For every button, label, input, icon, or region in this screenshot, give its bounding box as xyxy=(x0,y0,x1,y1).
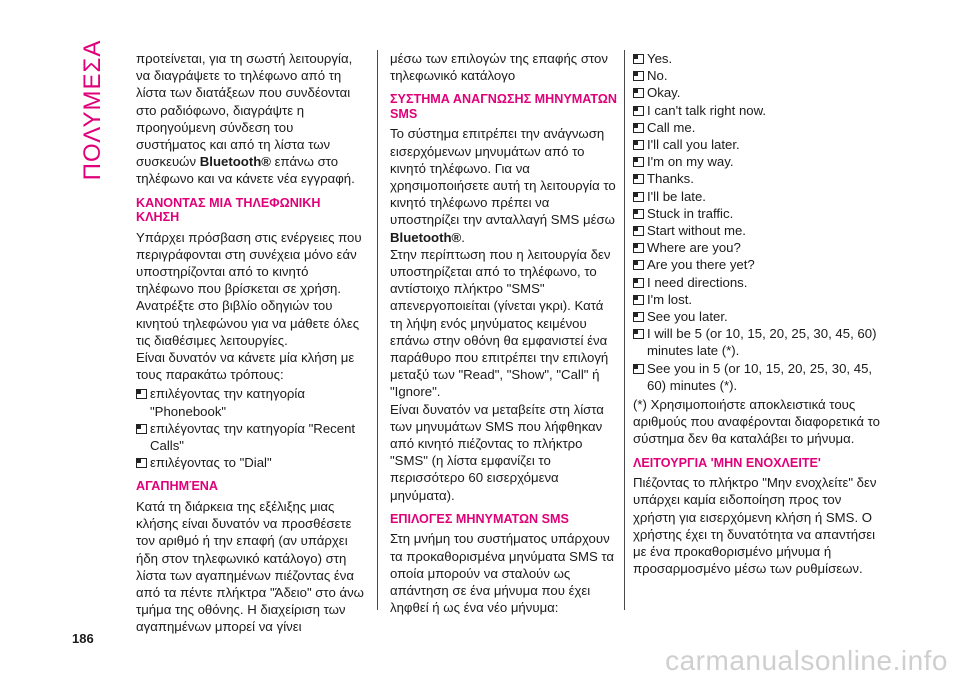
list-item xyxy=(633,308,883,325)
list-item xyxy=(633,360,883,394)
bullet-icon xyxy=(136,424,147,434)
bullet-icon xyxy=(633,71,644,81)
paragraph: Είναι δυνατόν να κάνετε μία κλήση με τους παρακάτω τρόπους: xyxy=(136,350,355,383)
bold-term: Bluetooth® xyxy=(390,229,462,245)
paragraph xyxy=(136,50,364,188)
list-item-text: I'm lost. xyxy=(647,291,693,307)
bullet-icon xyxy=(633,209,644,219)
list-item-text: I'll call you later. xyxy=(647,137,740,153)
list-item-text: See you later. xyxy=(647,309,728,325)
column-3 xyxy=(633,50,883,577)
paragraph-text: προτείνεται, για τη σωστή λειτουργία, να διαγράψετε το τηλέφωνο από τη λίστα των διατάξεων που συνδέονται στο ραδιόφωνο, διαγράψτε η προηγούμενη σύνδεση του συστήματος και από τη λίστα των συσκευών xyxy=(136,51,353,170)
list-item-text: Thanks. xyxy=(647,171,694,187)
paragraph: μέσω των επιλογών της επαφής στον τηλεφωνικό κατάλογο xyxy=(390,51,608,84)
paragraph: Είναι δυνατόν να μεταβείτε στη λίστα των μηνυμάτων SMS που λήφθηκαν από κινητό πιέζοντας το πλήκτρο "SMS" (η λίστα εμφανίζει το περισσότερο 60 εισερχόμενα μηνύματα). xyxy=(390,401,604,503)
section-heading-favourites: ΑΓΑΠΗΜΈΝΑ xyxy=(136,479,219,494)
list-item-text: I'm on my way. xyxy=(647,154,734,170)
bullet-icon xyxy=(633,123,644,133)
list-item-text: No. xyxy=(647,68,668,84)
list-item-text: Call me. xyxy=(647,119,696,135)
list-item xyxy=(633,102,883,119)
bullet-list xyxy=(633,50,883,394)
list-item-text: I can't talk right now. xyxy=(647,102,767,118)
bullet-icon xyxy=(633,140,644,150)
bold-term: Bluetooth® xyxy=(199,154,271,170)
paragraph-text: επάνω στο τηλέφωνο και να κάνετε νέα εγγραφή. xyxy=(136,154,355,187)
list-item xyxy=(633,239,883,256)
bullet-icon xyxy=(633,106,644,116)
list-item-text: Start without me. xyxy=(647,223,746,239)
list-item xyxy=(633,291,883,308)
bullet-icon xyxy=(136,389,147,399)
bullet-icon xyxy=(633,243,644,253)
list-item xyxy=(633,136,883,153)
bullet-icon xyxy=(633,157,644,167)
section-heading-call: ΚΑΝΟΝΤΑΣ ΜΙΑ ΤΗΛΕΦΩΝΙΚΗ ΚΛΗΣΗ xyxy=(136,195,321,225)
bullet-icon xyxy=(633,54,644,64)
paragraph-text: Το σύστημα επιτρέπει την ανάγνωση εισερχόμενων μηνυμάτων από το κινητό τηλέφωνο. Για να χρησιμοποιήσετε αυτή τη λειτουργία το κινητό τηλέφωνο πρέπει να υποστηρίζει την ανταλλαγή SMS μέσω xyxy=(390,126,616,228)
list-item-text: I need directions. xyxy=(647,274,748,290)
list-item xyxy=(633,205,883,222)
bullet-icon xyxy=(633,260,644,270)
list-item-text: επιλέγοντας την κατηγορία "Recent Calls" xyxy=(150,420,356,454)
list-item-text: Are you there yet? xyxy=(647,257,755,273)
paragraph: Υπάρχει πρόσβαση στις ενέργειες που περιγράφονται στη συνέχεια μόνο εάν υποστηρίζονται από το κινητό τηλέφωνο που βρίσκεται σε χρήση. Ανατρέξτε στο βιβλίο οδηγιών του κινητού τηλεφώνου για να μάθετε όλες τις διαθέσιμες λειτουργίες. xyxy=(136,229,362,348)
list-item-text: επιλέγοντας το "Dial" xyxy=(150,455,272,471)
list-item xyxy=(136,385,364,419)
list-item xyxy=(633,170,883,187)
paragraph: Στην περίπτωση που η λειτουργία δεν υποστηρίζεται από το τηλέφωνο, το αντίστοιχο πλήκτρο "SMS" απενεργοποιείται (γίνεται γκρι). Κατά τη λήψη ενός μηνύματος κειμένου επάνω στην οθόνη θα εμφανιστεί ένα παράθυρο που επιτρέπει την επιλογή μεταξύ των "Read", "Show", "Call" ή "Ignore". xyxy=(390,246,611,400)
bullet-icon xyxy=(633,192,644,202)
bullet-icon xyxy=(633,174,644,184)
list-item-text: Yes. xyxy=(647,51,673,66)
list-item-text: I will be 5 (or 10, 15, 20, 25, 30, 45, 60) minutes late (*). xyxy=(647,326,877,359)
section-heading-sms-options: ΕΠΙΛΟΓΕΣ ΜΗΝΥΜΑΤΩΝ SMS xyxy=(390,511,569,526)
column-divider xyxy=(377,50,378,610)
section-heading-sms: ΣΥΣΤΗΜΑ ΑΝΑΓΝΩΣΗΣ ΜΗΝΥΜΑΤΩΝ SMS xyxy=(390,92,617,121)
list-item xyxy=(633,188,883,205)
section-side-label xyxy=(78,40,108,180)
section-heading-dnd: ΛΕΙΤΟΥΡΓΙΑ 'ΜΗΝ ΕΝΟΧΛΕΙΤΕ' xyxy=(633,455,821,470)
bullet-icon xyxy=(633,88,644,98)
section-side-label-text: ΠΟΛΥΜΕΣΑ xyxy=(79,39,106,181)
list-item xyxy=(633,274,883,291)
paragraph: Πιέζοντας το πλήκτρο "Μην ενοχλείτε" δεν υπάρχει καμία ειδοποίηση προς τον χρήστη για εισερχόμενη κλήση ή SMS. Ο χρήστης έχει τη δυνατότητα να απαντήσει με ένα προκαθορισμένο μήνυμα ή προσαρμοσμένο μέσω των ρυθμίσεων. xyxy=(633,475,877,577)
list-item-text: See you in 5 (or 10, 15, 20, 25, 30, 45, 60) minutes (*). xyxy=(647,360,873,393)
list-item xyxy=(633,119,883,136)
column-divider xyxy=(624,50,625,610)
bullet-icon xyxy=(633,312,644,322)
list-item-text: Where are you? xyxy=(647,240,741,256)
bullet-icon xyxy=(633,278,644,288)
list-item xyxy=(633,222,883,239)
list-item-text: I'll be late. xyxy=(647,188,706,204)
bullet-icon xyxy=(136,458,147,468)
bullet-icon xyxy=(633,329,644,339)
column-1 xyxy=(136,50,364,636)
list-item xyxy=(633,50,883,67)
bullet-icon xyxy=(633,295,644,305)
paragraph-text: . xyxy=(461,229,465,245)
footnote: (*) Χρησιμοποιήστε αποκλειστικά τους αριθμούς που αναφέρονται διαφορετικά το σύστημα δεν θα καταλάβει το μήνυμα. xyxy=(633,397,880,447)
bullet-icon xyxy=(633,226,644,236)
list-item-text: Stuck in traffic. xyxy=(647,205,734,221)
list-item xyxy=(136,454,364,471)
bullet-icon xyxy=(633,364,644,374)
column-2 xyxy=(390,50,618,616)
bullet-list xyxy=(136,385,364,471)
list-item xyxy=(633,67,883,84)
list-item xyxy=(633,84,883,101)
list-item xyxy=(136,420,364,454)
page-number: 186 xyxy=(72,631,94,646)
watermark: carmanualsonline.info xyxy=(665,645,948,676)
paragraph: Στη μνήμη του συστήματος υπάρχουν τα προκαθορισμένα μηνύματα SMS τα οποία μπορούν να σταλούν ως απάντηση σε ένα μήνυμα που έχει ληφθεί ή ως ένα νέο μήνυμα: xyxy=(390,531,615,616)
list-item-text: Okay. xyxy=(647,85,681,101)
list-item xyxy=(633,256,883,273)
list-item xyxy=(633,325,883,359)
list-item xyxy=(633,153,883,170)
list-item-text: επιλέγοντας την κατηγορία "Phonebook" xyxy=(150,386,305,419)
paragraph xyxy=(390,125,618,245)
paragraph: Κατά τη διάρκεια της εξέλιξης μιας κλήσης είναι δυνατόν να προσθέσετε τον αριθμό ή την επαφή (αν υπάρχει ήδη στον τηλεφωνικό κατάλογο) στη λίστα των αγαπημένων πιέζοντας ένα από τα πέντε πλήκτρα "Άδειο" στο άνω τμήμα της οθόνης. Η διαχείριση των αγαπημένων μπορεί να γίνει xyxy=(136,498,364,635)
